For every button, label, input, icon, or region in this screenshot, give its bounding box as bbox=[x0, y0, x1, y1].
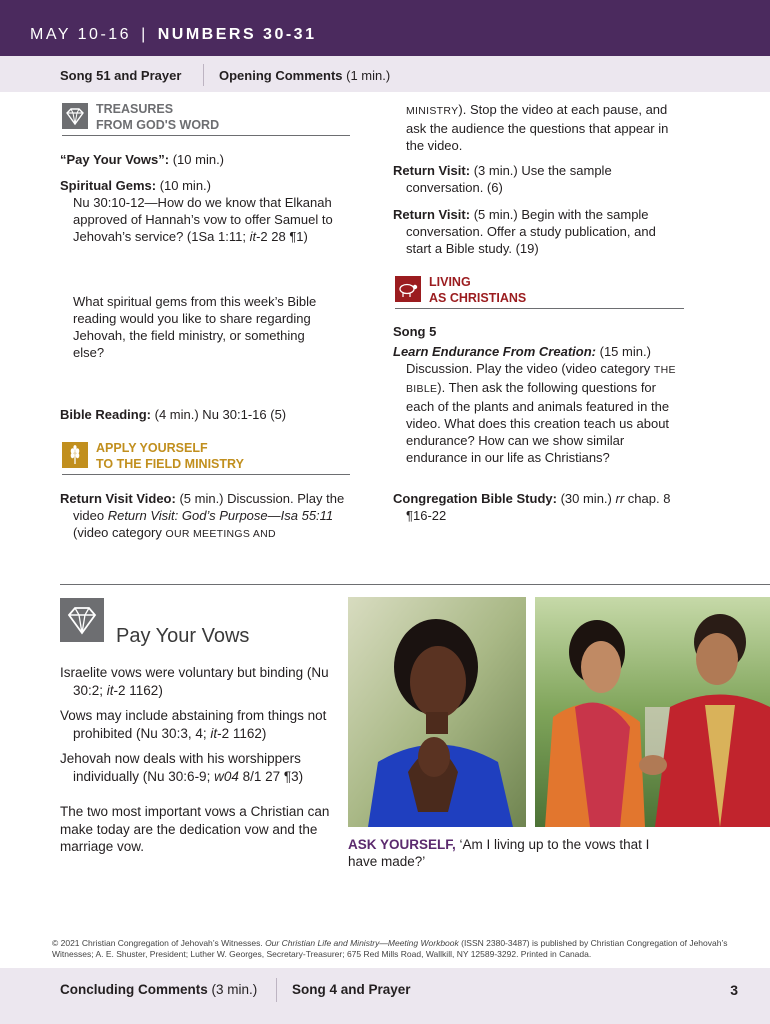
treasures-heading bbox=[62, 101, 352, 137]
apply-label: APPLY YOURSELF TO THE FIELD MINISTRY bbox=[96, 441, 244, 471]
congregation-bible-study: Congregation Bible Study: (30 min.) rr chap. 8 ¶16-22 bbox=[393, 491, 671, 523]
return-visit-video-continued: MINISTRY). Stop the video at each pause, and ask the audience the questions that appear in the video. bbox=[406, 102, 669, 153]
header-separator: | bbox=[141, 26, 148, 43]
diamond-icon bbox=[60, 598, 104, 642]
vows-point-1: Israelite vows were voluntary but binding (Nu 30:2; it-2 1162) bbox=[60, 665, 329, 698]
opening-bar bbox=[0, 56, 770, 92]
divider bbox=[203, 64, 204, 86]
week-dates: MAY 10-16 bbox=[30, 26, 132, 43]
divider bbox=[276, 978, 277, 1002]
vows-point-2: Vows may include abstaining from things not prohibited (Nu 30:3, 4; it-2 1162) bbox=[60, 708, 327, 741]
opening-song: Song 51 and Prayer bbox=[60, 68, 182, 83]
heading-rule bbox=[62, 135, 350, 136]
section-divider bbox=[60, 584, 770, 585]
living-song: Song 5 bbox=[393, 324, 437, 339]
diamond-icon bbox=[62, 103, 88, 129]
return-visit-video: Return Visit Video: (5 min.) Discussion. Play the video Return Visit: God’s Purpose—Isa 55:11 (video category OUR MEETINGS AND bbox=[60, 491, 345, 540]
gems-question-1: Nu 30:10-12—How do we know that Elkanah approved of Hannah’s vow to offer Samuel to Jehovah’s service? (1Sa 1:11; it-2 28 ¶1) bbox=[73, 195, 333, 244]
pay-your-vows-title: Pay Your Vows bbox=[116, 625, 250, 647]
page-number: 3 bbox=[730, 982, 738, 998]
heading-rule bbox=[395, 308, 684, 309]
gems-question-2: What spiritual gems from this week’s Bible reading would you like to share regarding Jehovah, the field ministry, or something else? bbox=[73, 294, 317, 360]
treasures-label: TREASURES FROM GOD'S WORD bbox=[96, 102, 220, 132]
living-label: LIVING AS CHRISTIANS bbox=[429, 275, 527, 305]
living-heading bbox=[395, 274, 685, 310]
opening-comments: Opening Comments (1 min.) bbox=[219, 68, 391, 83]
talk-pay-your-vows: “Pay Your Vows”: (10 min.) bbox=[60, 152, 225, 167]
vows-point-4: The two most important vows a Christian can make today are the dedication vow and the marriage vow. bbox=[60, 804, 330, 854]
woman-praying-illustration bbox=[348, 597, 526, 827]
page-header bbox=[0, 0, 770, 56]
bible-reading-range: NUMBERS 30-31 bbox=[157, 26, 317, 43]
photo-wedding-couple bbox=[535, 597, 770, 827]
sheep-icon bbox=[395, 276, 421, 302]
return-visit-1: Return Visit: (3 min.) Use the sample conversation. (6) bbox=[393, 163, 612, 195]
copyright-notice: © 2021 Christian Congregation of Jehovah’s Witnesses. Our Christian Life and Ministry—Meeting Workbook (ISSN 2380-3487) is published by Christian Congregation of Jehovah’s Witnesses; A. E. Shuster, President; Luther W. Georges, Secretary-Treasurer; 675 Red Mills Road, Wallkill, NY 12589-3292. Printed in Canada. bbox=[52, 938, 728, 959]
week-title bbox=[30, 26, 316, 44]
closing-bar bbox=[0, 968, 770, 1024]
bible-reading: Bible Reading: (4 min.) Nu 30:1-16 (5) bbox=[60, 407, 287, 422]
photo-caption: ASK YOURSELF, ‘Am I living up to the vows that I have made?’ bbox=[348, 837, 650, 869]
photo-woman-praying bbox=[348, 597, 526, 827]
spiritual-gems: Spiritual Gems: (10 min.) Nu 30:10-12—How do we know that Elkanah approved of Hannah’s vow to offer Samuel to Jehovah’s service? (1Sa 1:11; it-2 28 ¶1) bbox=[60, 177, 350, 245]
closing-song: Song 4 and Prayer bbox=[292, 982, 411, 997]
heading-rule bbox=[62, 474, 350, 475]
learn-endurance: Learn Endurance From Creation: (15 min.) Discussion. Play the video (video category THE BIBLE). Then ask the following questions for each of the plants and animals featured in the video. What does this creation teach us about endurance? How can we show similar endurance in our life as Christians? bbox=[393, 344, 676, 465]
wedding-couple-illustration bbox=[535, 597, 770, 827]
vows-point-3: Jehovah now deals with his worshippers individually (Nu 30:6-9; w04 8/1 27 ¶3) bbox=[60, 751, 304, 784]
apply-heading bbox=[62, 440, 352, 476]
wheat-icon bbox=[62, 442, 88, 468]
concluding-comments: Concluding Comments (3 min.) bbox=[60, 982, 258, 997]
return-visit-2: Return Visit: (5 min.) Begin with the sample conversation. Offer a study publication, and start a Bible study. (19) bbox=[393, 207, 656, 256]
